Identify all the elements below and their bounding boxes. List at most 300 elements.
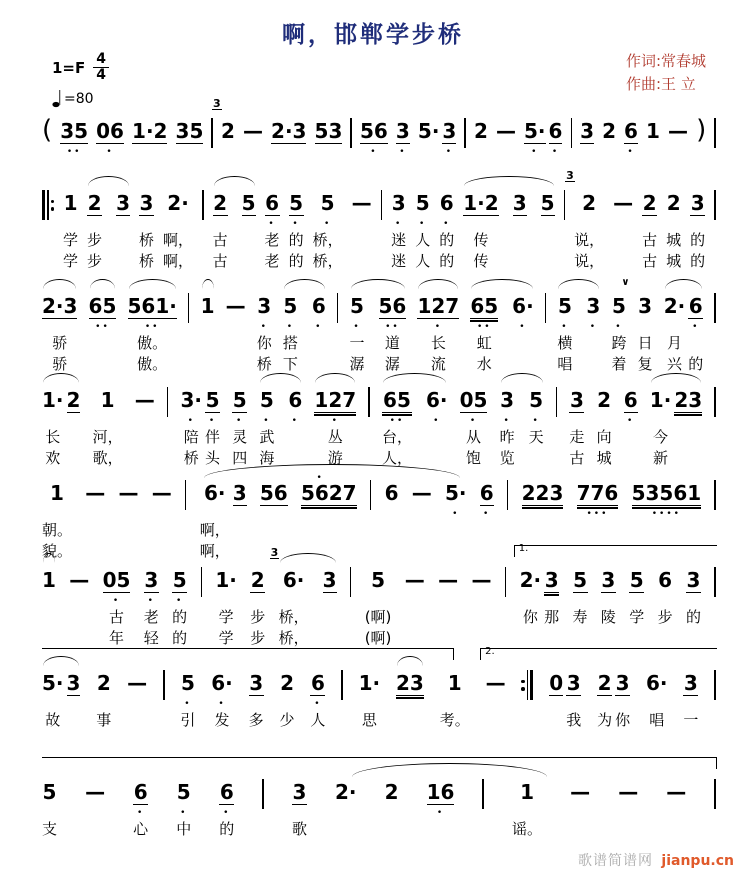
beam-lines [87, 214, 102, 221]
note-group [474, 112, 488, 158]
beam-lines [474, 142, 488, 149]
note-digits: 3 [442, 119, 457, 143]
note [470, 287, 498, 375]
lyric-syllable-verse1: 学 [218, 608, 234, 626]
note-group [270, 546, 337, 649]
note-group [350, 287, 407, 375]
note [683, 664, 698, 731]
note-digits: 223 [521, 481, 564, 505]
note-digits: 2 [280, 671, 294, 695]
lyric-syllable-verse2: 着 [611, 355, 627, 373]
bar-line [201, 567, 203, 597]
lyric-syllable-verse1: 朝。 [42, 521, 73, 539]
note [211, 664, 233, 731]
lyric-syllable-verse2: 桥 [183, 449, 199, 467]
note-group [391, 184, 406, 272]
barline [185, 480, 187, 510]
note-digits: 5 [371, 568, 386, 592]
lyric-syllable-verse1: 步 [87, 231, 103, 249]
note [176, 773, 191, 840]
beam-lines [139, 214, 154, 221]
barline [211, 118, 213, 148]
bar-line [167, 387, 169, 417]
lyric-syllable-verse2: 年 [109, 629, 125, 647]
lyric-syllable-verse1: 古 [642, 231, 658, 249]
note-group [283, 287, 326, 375]
note [460, 381, 488, 469]
note-group [259, 381, 302, 469]
bar-line [505, 567, 507, 597]
lyric-syllable-verse1: 引 [180, 711, 196, 729]
bar-line [370, 480, 372, 510]
note [213, 184, 228, 272]
note [602, 112, 616, 158]
note-group [611, 277, 630, 375]
beam-lines [570, 803, 590, 810]
note-digits: — [485, 671, 506, 695]
note-digits: 6 [623, 388, 638, 412]
repeat-dots [51, 190, 55, 220]
note-group [152, 474, 172, 562]
note [618, 773, 638, 840]
note-digits: 5 [415, 191, 430, 215]
lyric-syllable-verse2: 桥， [312, 252, 343, 270]
note-digits: — [69, 568, 90, 592]
note-digits: 5· [524, 119, 546, 143]
note [412, 474, 432, 562]
bar-line [714, 387, 716, 417]
slur-arc [558, 279, 599, 289]
lyric-syllable-verse1: 步 [657, 608, 673, 626]
lyric-syllable-verse1: 陵 [600, 608, 616, 626]
low-octave-dots: • [268, 219, 276, 229]
note [67, 381, 81, 469]
note [524, 112, 546, 158]
lyric-syllable-verse2: 饱 [466, 449, 482, 467]
note-digits: 5 [42, 780, 57, 804]
beam-lines [163, 214, 193, 221]
note-digits: 5· [42, 671, 64, 695]
low-octave-dots: • [147, 596, 155, 606]
tempo-value: =80 [64, 90, 94, 107]
beam-lines [541, 214, 555, 221]
note [221, 112, 235, 158]
note [201, 287, 215, 375]
beam-lines [666, 214, 681, 221]
note-digits: 6 [479, 481, 494, 505]
lyric-syllable-verse1: 你 [256, 334, 272, 352]
lyric-syllable-verse1: 中 [176, 820, 192, 838]
beam-lines [233, 504, 247, 511]
note-digits: 16 [426, 780, 455, 804]
note-group [500, 381, 544, 469]
note-digits: — [127, 671, 148, 695]
lyric-syllable-verse1: 你 [522, 608, 538, 626]
note-digits: 2· [663, 294, 686, 318]
note-group [569, 381, 584, 469]
note-group [132, 112, 167, 158]
note [427, 773, 455, 840]
lyric-syllable-verse1: 伴 [205, 428, 221, 446]
note [135, 381, 155, 469]
lyric-syllable-verse2: 桥 [256, 355, 272, 373]
lyric-syllable-verse1: 昨 [499, 428, 515, 446]
low-octave-dots: • [315, 322, 323, 332]
low-octave-dots: •• [385, 322, 400, 332]
note [250, 561, 265, 649]
note [200, 474, 230, 562]
bar-line [47, 190, 49, 220]
slur-arc [418, 279, 458, 289]
barline [350, 567, 352, 597]
bar-line [714, 670, 716, 700]
note [385, 773, 399, 840]
note-group [624, 112, 638, 158]
note-group [463, 184, 554, 272]
note [544, 561, 559, 649]
music-system [42, 646, 716, 731]
note [580, 112, 594, 158]
beam-lines [135, 411, 155, 418]
note-group [200, 474, 247, 562]
bar-line [527, 670, 529, 700]
note [42, 474, 72, 562]
bar-line [564, 190, 566, 220]
note-group [301, 474, 357, 562]
beam-lines [132, 142, 167, 149]
bar-line [714, 118, 716, 148]
beam-lines [440, 694, 470, 701]
lyric-syllable-verse1: 陪 [183, 428, 199, 446]
note [557, 287, 572, 375]
note-group [85, 474, 105, 562]
lyric-syllable-verse2: 轻 [143, 629, 159, 647]
beam-lines [513, 214, 527, 221]
note-digits: 3 [292, 780, 307, 804]
beam-lines [642, 214, 657, 221]
beam-lines [569, 411, 584, 418]
beam-lines [69, 591, 89, 598]
note-group [128, 287, 177, 375]
note [172, 561, 187, 649]
lyric-syllable-verse1: 的 [288, 231, 304, 249]
note [646, 664, 668, 731]
note [132, 112, 167, 158]
note [496, 112, 516, 158]
note [350, 287, 365, 375]
note-digits: 3 [144, 568, 159, 592]
note [352, 184, 372, 272]
barline [714, 670, 716, 700]
note [359, 664, 381, 731]
lyric-syllable-verse1: 传 [473, 231, 489, 249]
note-digits: — [570, 780, 591, 804]
low-octave-dots: •••• [651, 509, 681, 519]
key-text: 1=F [52, 58, 86, 77]
note-digits: 3 [683, 671, 698, 695]
note-digits: 5 [557, 294, 572, 318]
lyric-syllable-verse2: 迷 [391, 252, 407, 270]
note [42, 773, 57, 840]
notes-row [42, 773, 716, 840]
note [418, 112, 440, 158]
barline [341, 670, 343, 700]
note-digits: 2 [384, 780, 399, 804]
note [127, 664, 147, 731]
note [486, 664, 506, 731]
note [690, 184, 705, 272]
note-digits: 3 [601, 568, 616, 592]
note-group [310, 664, 325, 731]
note [646, 112, 660, 158]
note-group [629, 561, 644, 649]
notes-row [42, 543, 716, 649]
note-group [417, 287, 459, 375]
notes-row [42, 646, 716, 731]
lyric-syllable-verse1: 骄 [52, 334, 68, 352]
note [42, 381, 64, 469]
note-group [396, 112, 410, 158]
low-octave-dots: •• [476, 322, 492, 332]
note [688, 287, 703, 375]
beam-lines [42, 504, 72, 511]
note-group [243, 112, 263, 158]
bar-line [545, 293, 547, 323]
note-digits: 1 [520, 780, 535, 804]
barline [202, 190, 204, 220]
lyric-syllable-verse2: 欢 [45, 449, 61, 467]
barline [571, 118, 573, 148]
note-digits: 1 [447, 671, 462, 695]
note [152, 474, 172, 562]
lyric-syllable-verse2: 潺 [384, 355, 400, 373]
note [674, 381, 702, 469]
note [249, 664, 264, 731]
beam-lines [335, 803, 357, 810]
bar-line [714, 190, 716, 220]
barline [714, 293, 716, 323]
slur-arc [665, 279, 703, 289]
note-digits: 3 [586, 294, 601, 318]
grace-note: 3 [566, 169, 574, 182]
low-octave-dots: • [236, 416, 244, 426]
lyric-syllable-verse2: 啊， [199, 542, 230, 560]
lyric-syllable-verse2: 复 [637, 355, 653, 373]
low-octave-dots: • [433, 416, 441, 426]
note-digits: 0 [549, 671, 564, 695]
note [243, 112, 263, 158]
bar-line [341, 670, 343, 700]
note-group [93, 381, 123, 469]
note-group [213, 184, 256, 272]
beam-lines [549, 694, 563, 701]
note [60, 112, 88, 158]
note [629, 561, 644, 649]
note [624, 381, 638, 469]
beam-lines [85, 504, 105, 511]
note-digits: 5 [205, 388, 220, 412]
lyric-syllable-verse2: 游 [327, 449, 343, 467]
watermark-site-url[interactable]: jianpu.cn [661, 853, 734, 869]
lyric-syllable-verse1: 学 [63, 231, 79, 249]
note-digits: 35 [175, 119, 204, 143]
beam-lines [573, 591, 588, 598]
slur-arc [471, 279, 532, 289]
lyric-syllable-verse1: 思 [361, 711, 377, 729]
note-digits: 3 [391, 191, 406, 215]
note-group [580, 112, 594, 158]
note-digits: 2 [87, 191, 102, 215]
beam-lines [601, 591, 616, 598]
note-digits: — [85, 780, 106, 804]
beam-lines [42, 317, 77, 324]
note-group [597, 664, 630, 731]
beam-lines [405, 591, 425, 598]
meter-denominator: 4 [96, 67, 107, 83]
note-digits: — [471, 568, 492, 592]
note-group [618, 773, 638, 840]
note-digits: 1 [50, 481, 64, 505]
note-digits: 3 [690, 191, 705, 215]
note-group [646, 112, 660, 158]
note-digits: 2 [66, 388, 81, 412]
beam-lines [176, 142, 204, 149]
note [658, 561, 673, 649]
note [116, 184, 130, 272]
lyric-syllable-verse1: 灵 [232, 428, 248, 446]
note-digits: 5 [350, 294, 364, 318]
note-digits: 6 [310, 671, 325, 695]
note-group [690, 184, 705, 272]
note-digits: 3 [116, 191, 130, 215]
lyric-syllable-verse1: 桥 [139, 231, 155, 249]
note [438, 561, 458, 649]
note-digits: 3 [512, 191, 527, 215]
note [638, 287, 653, 375]
note [440, 664, 470, 731]
low-octave-dots: • [260, 322, 268, 332]
lyric-syllable-verse2: 桥， [278, 629, 309, 647]
note [315, 112, 343, 158]
note [574, 184, 604, 272]
notes-row [42, 277, 716, 375]
lyric-syllable-verse2: 桥 [139, 252, 155, 270]
lyric-syllable-verse2: 海 [259, 449, 275, 467]
note [313, 184, 343, 272]
beam-lines [385, 803, 399, 810]
beam-lines [118, 504, 138, 511]
barline [556, 387, 558, 417]
beam-lines [352, 214, 372, 221]
note-digits: 5 [232, 388, 247, 412]
note [233, 474, 247, 562]
beam-lines [63, 214, 78, 221]
note-group [163, 184, 193, 272]
note-group [524, 112, 562, 158]
beam-lines [127, 694, 147, 701]
low-octave-dots: • [627, 147, 635, 157]
note [219, 773, 234, 840]
repeat-sign [42, 190, 54, 220]
note [391, 184, 406, 272]
lyric-syllable-verse1: (啊) [364, 608, 392, 626]
note-digits: 2 [96, 671, 111, 695]
lyric-syllable-verse2: 城 [596, 449, 612, 467]
note [265, 184, 280, 272]
lyric-syllable-verse2: 下 [282, 355, 298, 373]
lyric-syllable-verse2: 的 [172, 629, 188, 647]
note-group [520, 561, 560, 649]
note [63, 184, 78, 272]
beam-lines [42, 591, 56, 598]
note [686, 561, 701, 649]
beam-lines [618, 803, 638, 810]
note-digits: 5 [180, 671, 195, 695]
note-digits: 3 [322, 568, 337, 592]
repeat-sign [521, 670, 533, 700]
barline [505, 567, 507, 597]
note-digits: 5 [612, 294, 626, 318]
lyric-syllable-verse1: 城 [666, 231, 682, 249]
note-group [201, 287, 215, 375]
lyric-syllable-verse1: 说， [574, 231, 605, 249]
note-group [211, 664, 233, 731]
lyric-syllable-verse2: 流 [430, 355, 446, 373]
note [396, 664, 424, 731]
bar-line [714, 480, 716, 510]
note-digits: 6 [219, 780, 234, 804]
note-group [415, 184, 430, 272]
note-group [215, 561, 237, 649]
note-group [181, 381, 221, 469]
note-digits: 6 [384, 481, 399, 505]
beam-lines [615, 694, 630, 701]
note [569, 381, 584, 469]
beam-lines [471, 591, 491, 598]
note-group [385, 773, 399, 840]
note-group [440, 664, 470, 731]
note-digits: — [613, 191, 634, 215]
note-digits: 65 [470, 294, 499, 318]
note-digits: 35 [60, 119, 89, 143]
note-group [602, 112, 616, 158]
beam-lines [668, 142, 688, 149]
barline [167, 387, 169, 417]
lyric-syllable-verse1: 搭 [282, 334, 298, 352]
lyric-syllable-verse1: 支 [42, 820, 58, 838]
slur-arc [43, 279, 76, 289]
beam-lines [664, 317, 686, 324]
note-digits: 1·2 [463, 191, 499, 215]
lyric-syllable-verse2: 学 [63, 252, 79, 270]
note-group [382, 381, 448, 469]
note-group [512, 773, 542, 840]
note-group [601, 561, 616, 649]
note-digits: 2· [335, 780, 357, 804]
beam-lines [249, 694, 264, 701]
low-octave-dots: • [551, 147, 560, 157]
note-group [250, 561, 265, 649]
lyric-syllable-verse1: 多 [248, 711, 264, 729]
slur-arc [88, 176, 129, 186]
note [144, 561, 159, 649]
lyric-syllable-verse1: 古 [212, 231, 228, 249]
lyric-syllable-verse1: 向 [596, 428, 612, 446]
note [549, 664, 563, 731]
note-digits: 3 [66, 671, 81, 695]
note-digits: — [118, 481, 139, 505]
lyric-syllable-verse2: 唱 [557, 355, 573, 373]
